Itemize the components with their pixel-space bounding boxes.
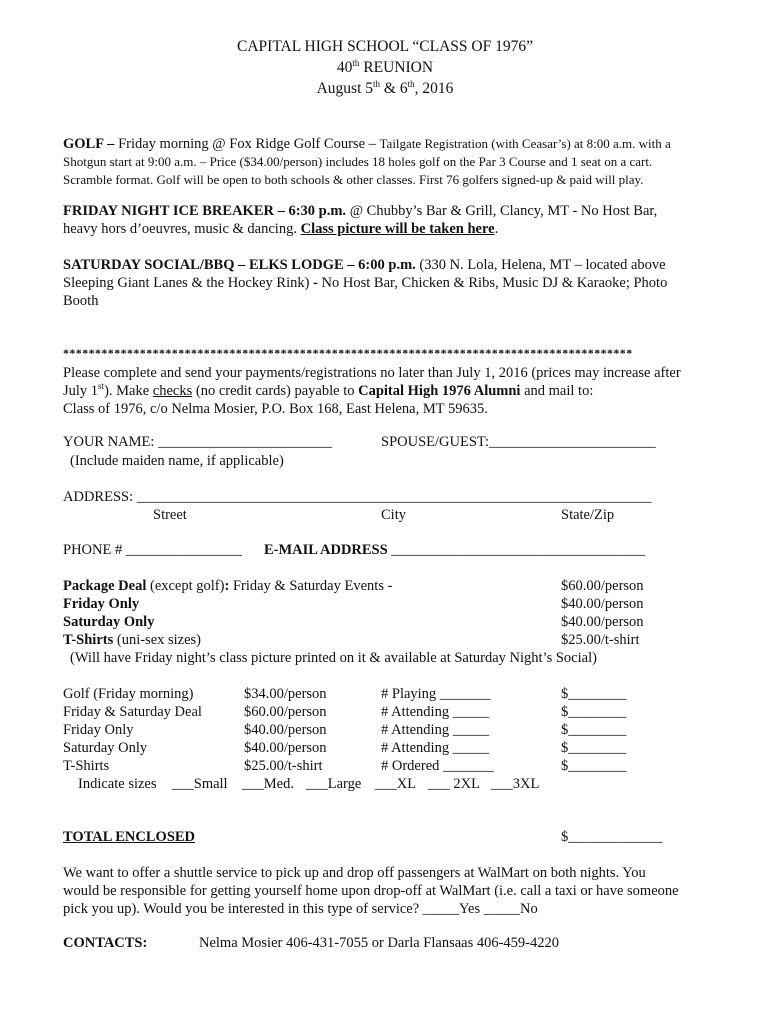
- package-colon: :: [224, 578, 230, 594]
- date-suffix: st: [98, 381, 105, 392]
- asterisk-divider: *****************************************************************************************: [63, 346, 633, 360]
- package-name: T-Shirts: [63, 632, 114, 648]
- date-part: August 5: [316, 80, 374, 97]
- package-deal-price: $60.00/person: [561, 578, 644, 594]
- city-label: City: [381, 507, 406, 523]
- state-zip-label: State/Zip: [561, 507, 615, 523]
- reunion-word: REUNION: [359, 59, 434, 76]
- shuttle-line-2: would be responsible for getting yourself home upon drop-off at WalMart (i.e. call a taxi or have someone: [63, 883, 679, 899]
- order-item: Friday & Saturday Deal: [63, 704, 202, 720]
- checks-word: checks: [152, 383, 193, 399]
- mailing-address: Class of 1976, c/o Nelma Mosier, P.O. Box 168, East Helena, MT 59635.: [63, 401, 488, 417]
- order-item: Golf (Friday morning): [63, 686, 194, 702]
- deal-amount-field[interactable]: $________: [561, 704, 627, 720]
- instructions-line-2: [63, 382, 713, 400]
- deal-attending-field[interactable]: # Attending _____: [381, 704, 489, 720]
- friday-text: @ Chubby’s Bar & Grill, Clancy, MT - No Host Bar,: [346, 203, 658, 219]
- maiden-name-note: (Include maiden name, if applicable): [70, 453, 284, 469]
- contacts-heading: CONTACTS:: [63, 935, 148, 951]
- phone-field[interactable]: PHONE # ________________: [63, 542, 242, 558]
- shuttle-question[interactable]: pick you up). Would you be interested in this type of service? _____Yes _____No: [63, 901, 538, 917]
- reunion-suffix: th: [352, 57, 360, 68]
- reunion-date: [0, 80, 770, 98]
- date-suffix: th: [407, 78, 415, 89]
- golf-playing-field[interactable]: # Playing _______: [381, 686, 491, 702]
- golf-heading: GOLF –: [63, 136, 115, 152]
- saturday-heading: SATURDAY SOCIAL/BBQ – ELKS LODGE – 6:00 p.m.: [63, 257, 416, 273]
- email-label: E-MAIL ADDRESS: [264, 542, 388, 558]
- golf-text: Tailgate Registration (with Ceasar’s) at 8:00 a.m. with a: [379, 136, 671, 151]
- instructions-line-1: Please complete and send your payments/registrations no later than July 1, 2016 (prices may increase after: [63, 365, 681, 381]
- package-name: Package Deal: [63, 578, 147, 594]
- your-name-field[interactable]: YOUR NAME: ________________________: [63, 434, 333, 450]
- payment-instructions: [63, 364, 713, 418]
- shuttle-section: [63, 864, 713, 918]
- contacts-label: [63, 935, 147, 952]
- size-small-field[interactable]: ___Small: [172, 776, 228, 792]
- tshirt-note: (Will have Friday night’s class picture printed on it & available at Saturday Night’s Social): [70, 650, 597, 666]
- package-name: Saturday Only: [63, 614, 155, 630]
- order-price: $40.00/person: [244, 740, 327, 756]
- shuttle-line-1: We want to offer a shuttle service to pick up and drop off passengers at WalMart on both nights. You: [63, 865, 646, 881]
- friday-only-price: $40.00/person: [561, 596, 644, 612]
- size-3xl-field[interactable]: ___3XL: [491, 776, 540, 792]
- saturday-only-price: $40.00/person: [561, 614, 644, 630]
- tshirts-label: [63, 632, 201, 649]
- reunion-number: 40: [336, 59, 353, 76]
- friday-attending-field[interactable]: # Attending _____: [381, 722, 489, 738]
- class-picture-note: Class picture will be taken here: [300, 221, 495, 237]
- saturday-attending-field[interactable]: # Attending _____: [381, 740, 489, 756]
- order-price: $34.00/person: [244, 686, 327, 702]
- saturday-line-2: [63, 274, 713, 292]
- contacts-info: Nelma Mosier 406-431-7055 or Darla Flansaas 406-459-4220: [199, 935, 560, 951]
- golf-amount-field[interactable]: $________: [561, 686, 627, 702]
- address-field[interactable]: ADDRESS: _______________________________________________________________________: [63, 489, 652, 505]
- package-note: (uni-sex sizes): [113, 632, 202, 648]
- saturday-text: Sleeping Giant Lanes & the Hockey Rink): [63, 275, 314, 291]
- friday-section: [63, 202, 713, 238]
- saturday-section: [63, 256, 713, 310]
- date-suffix: th: [373, 78, 381, 89]
- friday-line-2: [63, 220, 713, 238]
- total-enclosed-label: [63, 829, 195, 846]
- email-field[interactable]: [264, 542, 645, 559]
- friday-text: .: [494, 221, 499, 237]
- friday-only-label: [63, 596, 139, 613]
- date-part: & 6: [380, 80, 408, 97]
- saturday-dash: -: [313, 275, 318, 291]
- size-medium-field[interactable]: ___Med.: [242, 776, 294, 792]
- order-price: $40.00/person: [244, 722, 327, 738]
- order-item: Saturday Only: [63, 740, 148, 756]
- instructions-text: and mail to:: [520, 383, 594, 399]
- friday-text: heavy hors d’oeuvres, music & dancing.: [63, 221, 301, 237]
- document-title: CAPITAL HIGH SCHOOL “CLASS OF 1976”: [237, 38, 533, 55]
- friday-amount-field[interactable]: $________: [561, 722, 627, 738]
- order-item: Friday Only: [63, 722, 134, 738]
- golf-text: Friday morning @ Fox Ridge Golf Course –: [114, 136, 380, 152]
- order-price: $60.00/person: [244, 704, 327, 720]
- saturday-only-label: [63, 614, 154, 631]
- saturday-text: No Host Bar, Chicken & Ribs, Music DJ & Karaoke; Photo: [317, 275, 668, 291]
- instructions-text: (no credit cards) payable to: [192, 383, 359, 399]
- saturday-line-1: [63, 256, 713, 274]
- street-label: Street: [153, 507, 187, 523]
- golf-line-1: [63, 135, 713, 153]
- golf-line-3: Scramble format. Golf will be open to both schools & other classes. First 76 golfers signed-up & paid will play.: [63, 172, 644, 187]
- size-xl-field[interactable]: ___XL: [375, 776, 417, 792]
- golf-section: [63, 135, 713, 189]
- package-name: Friday Only: [63, 596, 140, 612]
- total-enclosed-field[interactable]: $_____________: [561, 829, 663, 845]
- friday-heading: FRIDAY NIGHT ICE BREAKER – 6:30 p.m.: [63, 203, 347, 219]
- package-deal-label: [63, 578, 392, 595]
- golf-line-2: Shotgun start at 9:00 a.m. – Price ($34.00/person) includes 18 holes golf on the Par 3 Course and 1 seat on a cart.: [63, 154, 653, 169]
- tshirts-price: $25.00/t-shirt: [561, 632, 640, 648]
- date-part: , 2016: [414, 80, 454, 97]
- saturday-text: (330 N. Lola, Helena, MT – located above: [415, 257, 666, 273]
- reunion-line: [0, 59, 770, 77]
- saturday-line-3: Booth: [63, 293, 99, 309]
- total-label-text: TOTAL ENCLOSED: [63, 829, 196, 845]
- friday-line-1: [63, 202, 713, 220]
- package-desc: Friday & Saturday Events -: [229, 578, 393, 594]
- instructions-text: July 1: [63, 383, 99, 399]
- size-large-field[interactable]: ___Large: [306, 776, 362, 792]
- saturday-amount-field[interactable]: $________: [561, 740, 627, 756]
- sizes-label: Indicate sizes: [78, 776, 157, 792]
- size-2xl-field[interactable]: ___ 2XL: [428, 776, 480, 792]
- tshirt-amount-field[interactable]: $________: [561, 758, 627, 774]
- email-blank: ___________________________________: [387, 542, 646, 558]
- spouse-guest-field[interactable]: SPOUSE/GUEST:_______________________: [381, 434, 656, 450]
- order-price: $25.00/t-shirt: [244, 758, 323, 774]
- tshirt-ordered-field[interactable]: # Ordered _______: [381, 758, 494, 774]
- package-note: (except golf): [146, 578, 225, 594]
- instructions-text: ). Make: [104, 383, 153, 399]
- order-item: T-Shirts: [63, 758, 110, 774]
- payee-name: Capital High 1976 Alumni: [358, 383, 521, 399]
